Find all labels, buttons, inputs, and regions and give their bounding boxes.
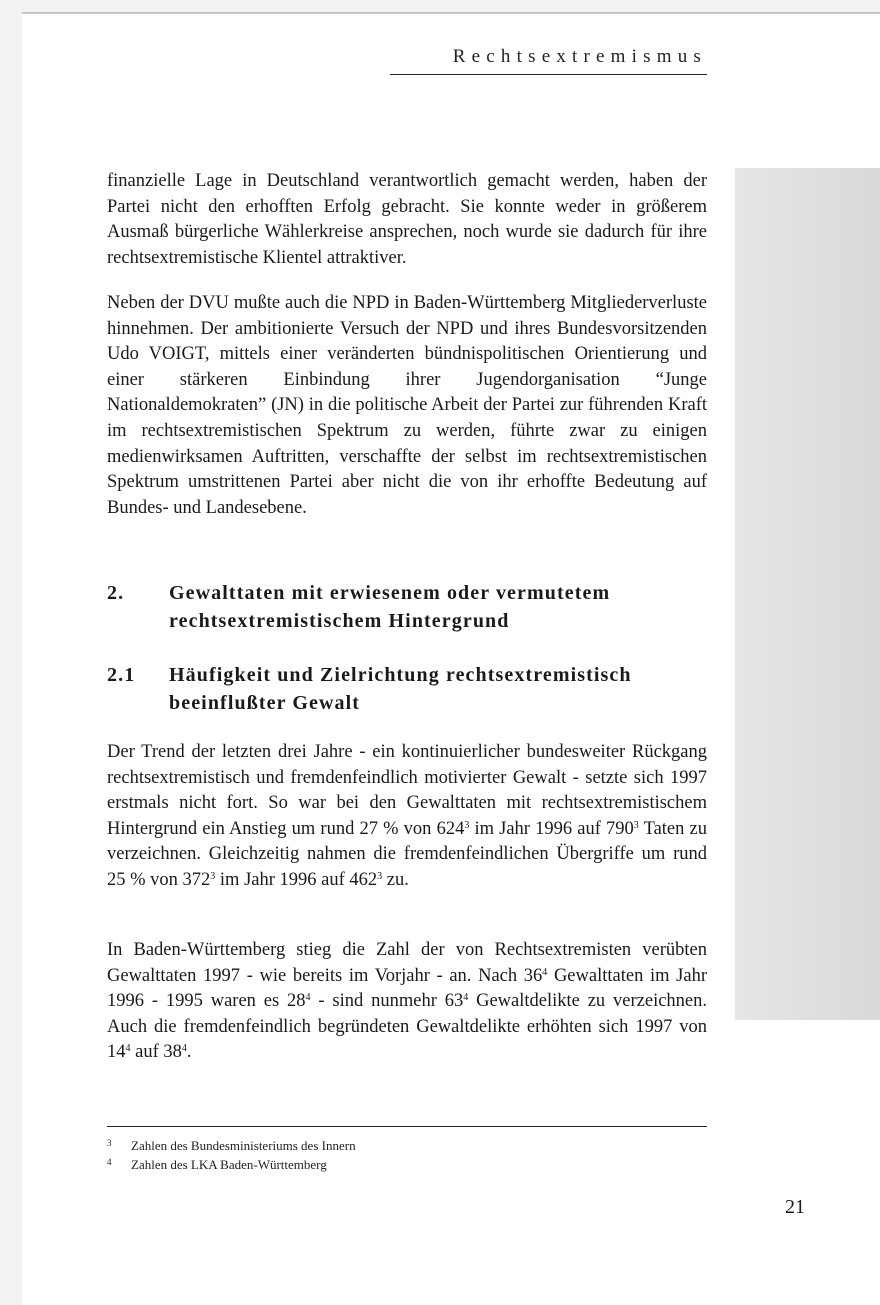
paragraph-3 (107, 740, 707, 894)
margin-shading (735, 168, 880, 1020)
running-header: Rechtsextremismus (452, 46, 707, 67)
text-run: Taten zu verzeichnen. Gleichzeitig nahmen die fremdenfeindlichen Übergriffe um rund 25 % von 372 (107, 818, 707, 890)
text-run: - sind nunmehr 63 (310, 991, 464, 1012)
footnote-ref: 4 (542, 966, 548, 978)
section-title: Gewalttaten mit erwiesenem oder vermutetem rechtsextremistischem Hintergrund (169, 582, 611, 632)
footnote-ref: 4 (463, 992, 469, 1004)
footnote-ref: 4 (125, 1043, 131, 1055)
paragraph-4 (107, 938, 707, 1066)
footnote-text: Zahlen des LKA Baden-Württemberg (131, 1157, 327, 1172)
subsection-number: 2.1 (107, 664, 136, 686)
footnote-ref: 4 (305, 992, 311, 1004)
text-run: Gewaltdelikte zu verzeichnen. Auch die fremdenfeindlich begründeten Gewaltdelikte erhöhten sich 1997 von 14 (107, 991, 708, 1063)
footnote-3 (107, 1135, 356, 1154)
text-run: Gewalttaten im Jahr 1996 - 1995 waren es 28 (107, 965, 707, 1012)
footnote-ref: 4 (181, 1043, 187, 1055)
footnote-ref: 3 (377, 870, 383, 882)
text-run: In Baden-Württemberg stieg die Zahl der von Rechtsextremisten verübten Gewalttaten 1997 - wie bereits im Vorjahr - an. Nach 36 (107, 940, 707, 986)
header-rule (390, 74, 707, 75)
paragraph-2: Neben der DVU mußte auch die NPD in Baden-Württemberg Mitgliederverluste hinnehmen. Der ambitionierte Versuch der NPD und ihres Bundesvorsitzenden Udo VOIGT, mittels einer veränderten bündnispolitischen Orientierung und einer stärkeren Einbindung ihrer Jugendorganisation “Junge Nationaldemokraten” (JN) in die politische Arbeit der Partei zur führenden Kraft im rechtsextremistischen Spektrum zu werden, führte zwar zu einigen medienwirksamen Auftritten, verschaffte der selbst im rechtsextremistischen Spektrum umstrittenen Partei aber nicht die von ihr erhoffte Bedeutung auf Bundes- und Landesebene. (107, 293, 707, 518)
footnote-text: Zahlen des Bundesministeriums des Innern (131, 1138, 356, 1153)
footnote-4 (107, 1154, 327, 1173)
text-run: . (186, 1042, 192, 1063)
section-number: 2. (107, 582, 125, 604)
footnote-ref: 3 (210, 870, 216, 882)
text-run: zu. (382, 869, 409, 890)
footnote-rule (107, 1126, 707, 1127)
subsection-title: Häufigkeit und Zielrichtung rechtsextremistisch beeinflußter Gewalt (169, 664, 632, 714)
text-run: im Jahr 1996 auf 790 (469, 818, 634, 839)
footnote-ref: 3 (464, 819, 470, 831)
footnote-mark: 4 (107, 1157, 112, 1167)
page-number: 21 (785, 1196, 805, 1218)
text-run: Der Trend der letzten drei Jahre - ein kontinuierlicher bundesweiter Rückgang rechtsextremistisch und fremdenfeindlich motivierter Gewalt - setzte sich 1997 erstmals nicht fort. So war bei den Gewalttaten mit rechtsextremistischem Hintergrund ein Anstieg um rund 27 % von 624 (107, 742, 707, 839)
text-run: auf 38 (130, 1042, 182, 1063)
text-run: im Jahr 1996 auf 462 (215, 869, 378, 890)
footnote-ref: 3 (633, 819, 639, 831)
footnote-mark: 3 (107, 1138, 112, 1148)
paragraph-1: finanzielle Lage in Deutschland verantwortlich gemacht werden, haben der Partei nicht den erhofften Erfolg gebracht. Sie konnte weder in größerem Ausmaß bürgerliche Wählerkreise ansprechen, noch wurde sie dadurch für ihre rechtsextremistische Klientel attraktiver. (107, 171, 707, 268)
